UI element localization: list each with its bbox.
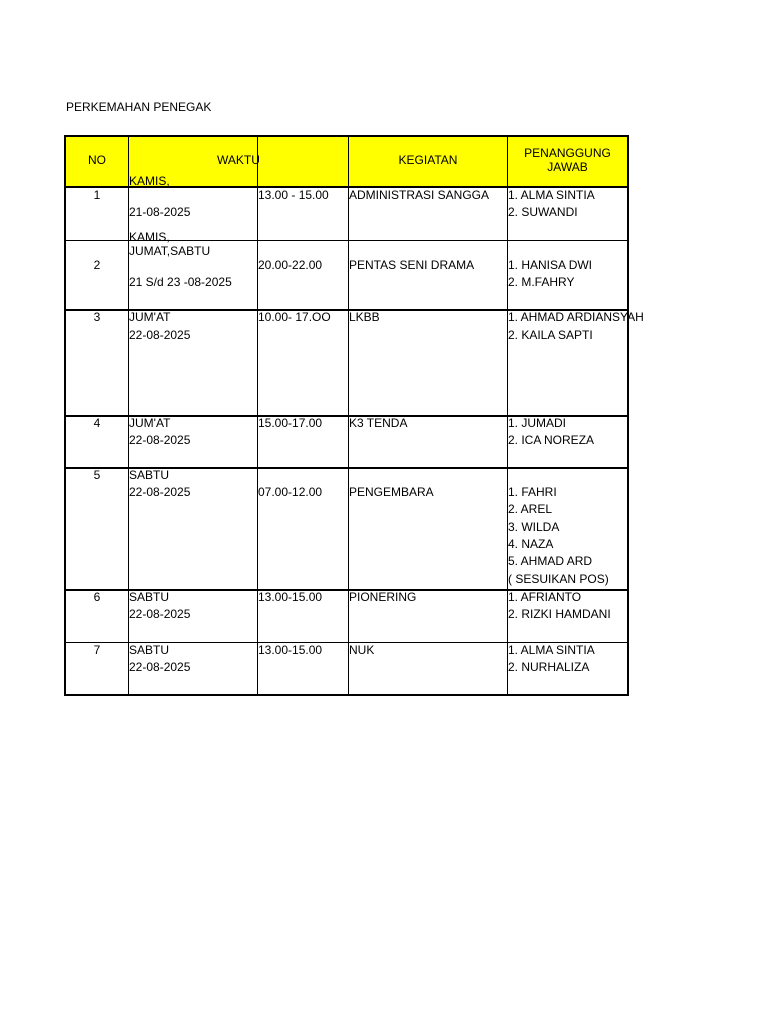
header-no: NO bbox=[88, 153, 106, 167]
row-5-pj-note: ( SESUIKAN POS) bbox=[508, 572, 609, 586]
row-4-activity: K3 TENDA bbox=[349, 416, 408, 430]
row-1-day: KAMIS, bbox=[129, 174, 170, 188]
row-2-day2: JUMAT,SABTU bbox=[129, 244, 211, 258]
row-1-pj-1: 1. ALMA SINTIA bbox=[508, 188, 595, 202]
row-7-pj-2: 2. NURHALIZA bbox=[508, 660, 590, 674]
row-4-date: 22-08-2025 bbox=[129, 433, 191, 447]
row-2-no: 2 bbox=[93, 258, 101, 272]
row-6-date: 22-08-2025 bbox=[129, 607, 191, 621]
row-3-time: 10.00- 17.OO bbox=[258, 310, 331, 324]
row-7-day: SABTU bbox=[129, 643, 170, 657]
header-waktu: WAKTU bbox=[217, 153, 260, 167]
row-3-date: 22-08-2025 bbox=[129, 328, 191, 342]
row-6-day: SABTU bbox=[129, 590, 170, 604]
row-5-activity: PENGEMBARA bbox=[349, 485, 434, 499]
row-1-date: 21-08-2025 bbox=[129, 205, 191, 219]
row-5-pj-4: 4. NAZA bbox=[508, 537, 554, 551]
row-2-activity: PENTAS SENI DRAMA bbox=[349, 258, 475, 272]
row-5-no: 5 bbox=[93, 468, 101, 482]
row-7-activity: NUK bbox=[349, 643, 375, 657]
row-3-day: JUM'AT bbox=[129, 310, 171, 324]
row-3-no: 3 bbox=[93, 310, 101, 324]
row-5-pj-3: 3. WILDA bbox=[508, 520, 560, 534]
row-1-pj-2: 2. SUWANDI bbox=[508, 205, 578, 219]
row-2-pj-1: 1. HANISA DWI bbox=[508, 258, 593, 272]
row-5-pj-5: 5. AHMAD ARD bbox=[508, 554, 593, 568]
header-kegiatan: KEGIATAN bbox=[398, 153, 458, 167]
row-1-activity: ADMINISTRASI SANGGA bbox=[349, 188, 490, 202]
row-7-no: 7 bbox=[93, 643, 101, 657]
row-3-activity: LKBB bbox=[349, 310, 380, 324]
row-6-pj-1: 1. AFRIANTO bbox=[508, 590, 582, 604]
row-4-pj-1: 1. JUMADI bbox=[508, 416, 567, 430]
header-pj-line2: JAWAB bbox=[547, 160, 588, 174]
row-1-time: 13.00 - 15.00 bbox=[258, 188, 329, 202]
row-3-pj-2: 2. KAILA SAPTI bbox=[508, 328, 593, 342]
row-6-time: 13.00-15.00 bbox=[258, 590, 323, 604]
row-2-pj-2: 2. M.FAHRY bbox=[508, 275, 575, 289]
row-1-no: 1 bbox=[93, 188, 101, 202]
row-5-time: 07.00-12.00 bbox=[258, 485, 323, 499]
document-title: PERKEMAHAN PENEGAK bbox=[66, 100, 212, 114]
header-pj-line1: PENANGGUNG bbox=[524, 146, 611, 160]
row-4-pj-2: 2. ICA NOREZA bbox=[508, 433, 595, 447]
row-5-date: 22-08-2025 bbox=[129, 485, 191, 499]
row-2-time: 20.00-22.00 bbox=[258, 258, 323, 272]
row-6-no: 6 bbox=[93, 590, 101, 604]
row-5-pj-1: 1. FAHRI bbox=[508, 485, 557, 499]
row-6-activity: PIONERING bbox=[349, 590, 417, 604]
row-2-day: KAMIS, bbox=[129, 230, 170, 244]
row-3-pj-1: 1. AHMAD ARDIANSYAH bbox=[508, 310, 644, 324]
row-5-pj-2: 2. AREL bbox=[508, 502, 553, 516]
row-7-date: 22-08-2025 bbox=[129, 660, 191, 674]
schedule-table bbox=[64, 135, 644, 696]
row-2-date: 21 S/d 23 -08-2025 bbox=[129, 275, 232, 289]
row-4-no: 4 bbox=[93, 416, 101, 430]
row-5-day: SABTU bbox=[129, 468, 170, 482]
row-4-time: 15.00-17.00 bbox=[258, 416, 323, 430]
row-7-time: 13.00-15.00 bbox=[258, 643, 323, 657]
row-7-pj-1: 1. ALMA SINTIA bbox=[508, 643, 595, 657]
header-penanggung-jawab bbox=[508, 146, 627, 174]
row-6-pj-2: 2. RIZKI HAMDANI bbox=[508, 607, 611, 621]
row-4-day: JUM'AT bbox=[129, 416, 171, 430]
